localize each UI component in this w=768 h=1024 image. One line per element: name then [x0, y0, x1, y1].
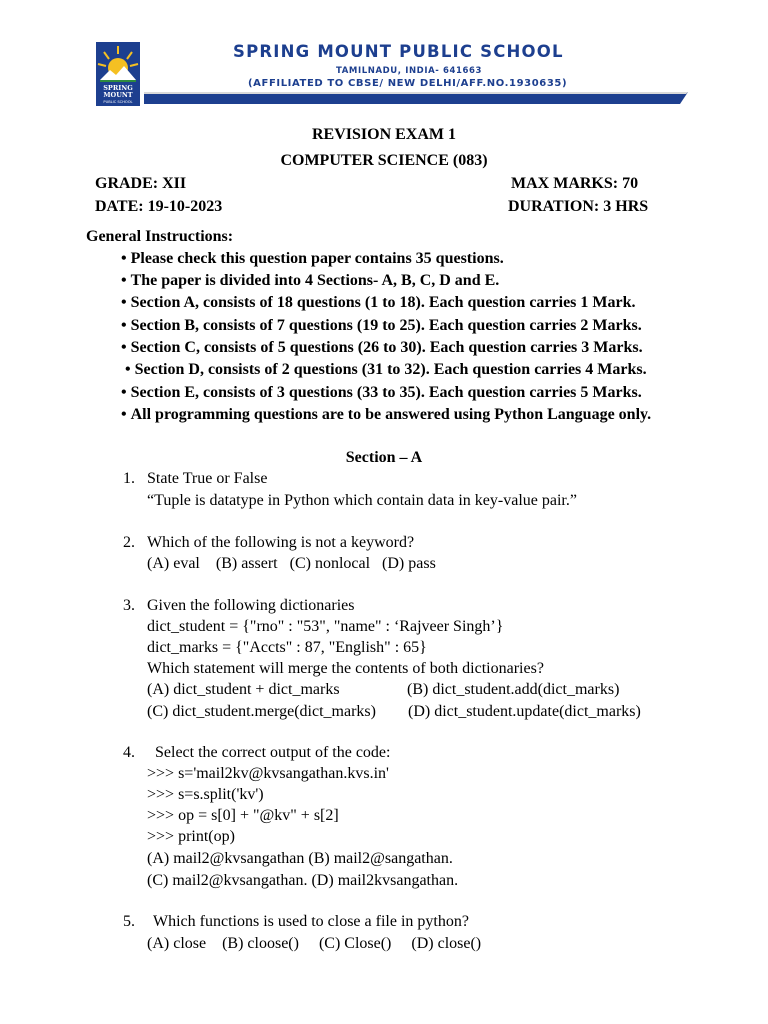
- exam-title: REVISION EXAM 1: [311, 126, 456, 143]
- question-text: State True or False: [147, 470, 268, 487]
- svg-text:MOUNT: MOUNT: [103, 91, 133, 99]
- question-option: (C) dict_student.merge(dict_marks): [147, 703, 376, 720]
- code-line: >>> op = s[0] + "@kv" + s[2]: [147, 807, 339, 824]
- code-line: >>> s='mail2kv@kvsangathan.kvs.in': [147, 765, 389, 782]
- question-number: 3.: [123, 597, 135, 614]
- school-name: SPRING MOUNT PUBLIC SCHOOL: [233, 42, 564, 61]
- question-options: (A) close (B) cloose() (C) Close() (D) close(): [147, 935, 482, 952]
- question-options: (A) eval (B) assert (C) nonlocal (D) pass: [147, 555, 436, 572]
- instruction-item: • Section B, consists of 7 questions (19 to 25). Each question carries 2 Marks.: [121, 316, 642, 336]
- exam-grade: GRADE: XII: [95, 175, 187, 192]
- school-affiliation: (AFFILIATED TO CBSE/ NEW DELHI/AFF.NO.1930635): [248, 78, 568, 89]
- question-number: 4.: [123, 744, 135, 761]
- exam-date: DATE: 19-10-2023: [95, 198, 223, 215]
- question-number: 5.: [123, 913, 135, 930]
- question-text: Which functions is used to close a file in python?: [153, 913, 469, 930]
- question-text: Which of the following is not a keyword?: [147, 534, 415, 551]
- section-title: Section – A: [345, 449, 423, 466]
- instruction-item: • The paper is divided into 4 Sections- A, B, C, D and E.: [121, 271, 499, 291]
- school-location: TAMILNADU, INDIA- 641663: [336, 66, 483, 76]
- question-number: 1.: [123, 470, 135, 487]
- school-header: [96, 40, 688, 106]
- question-option: (B) dict_student.add(dict_marks): [407, 681, 620, 698]
- question-option: (A) mail2@kvsangathan (B) mail2@sangathan.: [147, 850, 453, 867]
- instruction-item: • Please check this question paper contains 35 questions.: [121, 249, 504, 269]
- code-line: >>> s=s.split('kv'): [147, 786, 264, 803]
- question-number: 2.: [123, 534, 135, 551]
- question-text: “Tuple is datatype in Python which contain data in key-value pair.”: [147, 492, 577, 509]
- school-logo: [96, 42, 140, 106]
- instruction-item: • All programming questions are to be answered using Python Language only.: [121, 405, 651, 425]
- exam-max-marks: MAX MARKS: 70: [511, 175, 639, 192]
- instruction-item: • Section A, consists of 18 questions (1 to 18). Each question carries 1 Mark.: [121, 293, 636, 313]
- exam-subject: COMPUTER SCIENCE (083): [280, 152, 488, 169]
- question-option: (C) mail2@kvsangathan. (D) mail2kvsangathan.: [147, 872, 459, 889]
- question-text: Which statement will merge the contents of both dictionaries?: [147, 660, 544, 677]
- exam-duration: DURATION: 3 HRS: [508, 198, 649, 215]
- svg-text:PUBLIC SCHOOL: PUBLIC SCHOOL: [103, 100, 133, 104]
- question-option: (A) dict_student + dict_marks: [147, 681, 340, 698]
- question-text: Given the following dictionaries: [147, 597, 355, 614]
- question-option: (D) dict_student.update(dict_marks): [408, 703, 641, 720]
- question-text: dict_student = {"rno" : "53", "name" : ‘Rajveer Singh’}: [147, 618, 504, 635]
- instruction-item: • Section C, consists of 5 questions (26 to 30). Each question carries 3 Marks.: [121, 338, 643, 358]
- instruction-item: • Section E, consists of 3 questions (33 to 35). Each question carries 5 Marks.: [121, 383, 642, 403]
- instructions-heading: General Instructions:: [86, 228, 234, 245]
- question-text: dict_marks = {"Accts" : 87, "English" : 65}: [147, 639, 427, 656]
- svg-text:SPRING: SPRING: [103, 84, 133, 92]
- instruction-item: • Section D, consists of 2 questions (31 to 32). Each question carries 4 Marks.: [125, 360, 647, 380]
- code-line: >>> print(op): [147, 828, 235, 845]
- question-text: Select the correct output of the code:: [155, 744, 391, 761]
- header-band: [144, 92, 688, 104]
